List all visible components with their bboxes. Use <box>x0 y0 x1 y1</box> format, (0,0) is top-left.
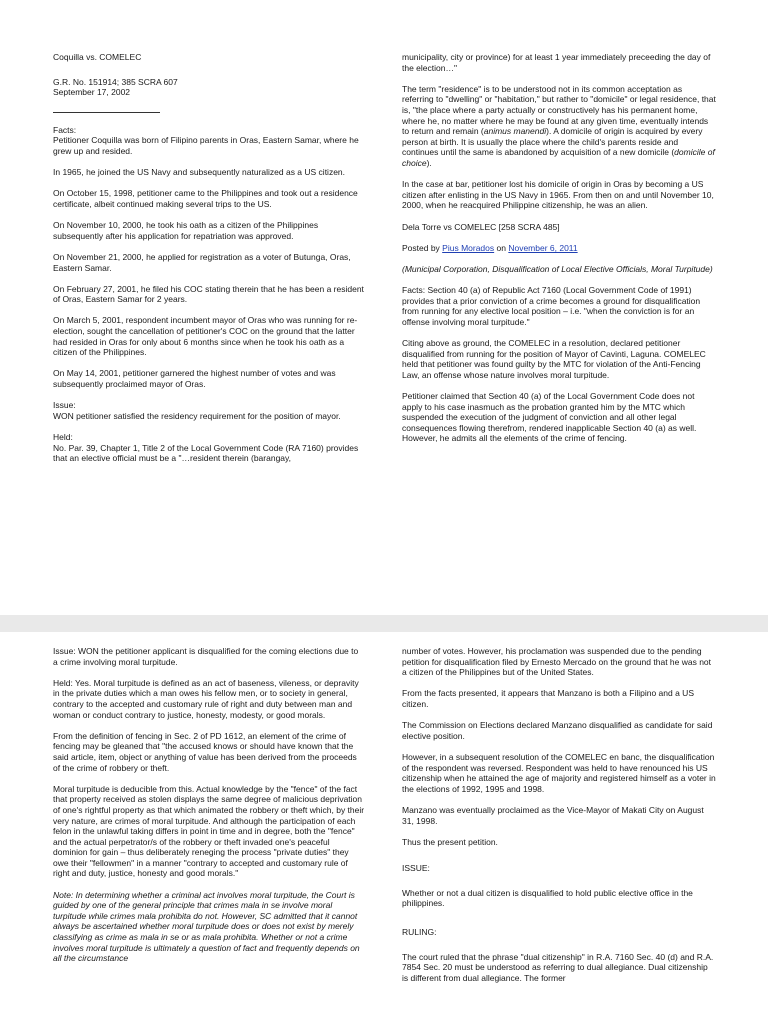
second-case-facts: Facts: Section 40 (a) of Republic Act 7160 (Local Government Code of 1991) provides that a prior conviction of a crime becomes a ground for disqualification from running for any elective local position – i.e. "when the conviction is for an offense involving moral turpitude." <box>402 285 701 327</box>
page1-right-column <box>402 52 716 455</box>
vice-mayor-proclamation-paragraph: Manzano was eventually proclaimed as the Vice-Mayor of Makati City on August 31, 1998. <box>402 804 704 826</box>
comelec-resolution-paragraph: Citing above as ground, the COMELEC in a resolution, declared petitioner disqualified from running for the position of Mayor of Cavinti, Laguna. COMELEC held that petitioner was found guilty by the MTC for violation of the Anti-Fencing Law, an offense whose nature involves moral turpitude. <box>402 338 706 380</box>
issue-label: Issue: <box>53 400 76 411</box>
page2-right-column <box>402 646 716 994</box>
animus-manendi-term: animus manendi <box>483 126 547 137</box>
facts-paragraph: Petitioner Coquilla was born of Filipino parents in Oras, Eastern Samar, where he grew up and resided. <box>53 135 359 156</box>
facts-paragraph-oath: On November 10, 2000, he took his oath as a citizen of the Philippines subsequently after his application for repatriation was approved. <box>53 220 319 241</box>
moral-turpitude-paragraph: Moral turpitude is deducible from this. Actual knowledge by the "fence" of the fact that property received as stolen displays the same degree of malicious deprivation of one's rightful property as that which animated the robbery or theft which, by their very nature, are crimes of moral turpitude. And although the participation of each felon in the unlawful taking differs in point in time and in degree, both the "fence" and the actual perpetrator/s of the robbery or theft invaded one's peaceful dominion for gain – thus deliberately reneging the process "private duties" they owe their "fellowmen" in a manner "contrary to accepted and customary rule of right and duty, justice, honesty and good morals." <box>53 783 365 879</box>
case-at-bar-paragraph: In the case at bar, petitioner lost his domicile of origin in Oras by becoming a US citizen after enlisting in the US Navy in 1965. From then on and until November 10, 2000, when he reacquired Philippine citizenship, he was an alien. <box>402 179 714 211</box>
facts-paragraph-cancellation: On March 5, 2001, respondent incumbent mayor of Oras who was running for re-election, sought the cancellation of petitioner's COC on the ground that the latter had resided in Oras for only about 6 months since when he took his oath as a citizen of the Philippines. <box>53 315 358 358</box>
issue-heading: ISSUE: <box>402 863 430 874</box>
dual-citizen-facts-paragraph: From the facts presented, it appears that Manzano is both a Filipino and a US citizen. <box>402 688 694 709</box>
issue-question: Whether or not a dual citizen is disqualified to hold public elective office in the philippines. <box>402 887 693 909</box>
domicile-of-choice-term: domicile of choice <box>402 147 715 168</box>
case-header <box>53 52 365 98</box>
facts-paragraph-proclamation: On May 14, 2001, petitioner garnered the highest number of votes and was subsequently proclaimed mayor of Oras. <box>53 368 336 390</box>
ruling-heading: RULING: <box>402 927 437 938</box>
issue-text: WON petitioner satisfied the residency requirement for the position of mayor. <box>53 410 341 421</box>
page1-left-column <box>53 52 365 474</box>
proclamation-suspended-paragraph: number of votes. However, his proclamation was suspended due to the pending petition for disqualification filed by Ernesto Mercado on the ground that he was not a citizen of the Philippines but of the United States. <box>402 646 712 678</box>
case-title: Coquilla vs. COMELEC <box>53 52 142 62</box>
ruling-text: The court ruled that the phrase "dual citizenship" in R.A. 7160 Sec. 40 (d) and R.A. 7854 Sec. 20 must be understood as referring to dual allegiance. Dual citizenship is different from dual allegiance. The former <box>402 951 714 983</box>
held-paragraph: Held: Yes. Moral turpitude is defined as an act of baseness, vileness, or depravity in the private duties which a man owes his fellow men, or to society in general, contrary to the accepted and customary rule of right and duty between man and woman or conduct contrary to justice, honesty, modesty, or good morals. <box>53 677 359 720</box>
page-separator <box>0 615 768 632</box>
post-date-link[interactable]: November 6, 2011 <box>508 242 578 253</box>
petitioner-claim-paragraph: Petitioner claimed that Section 40 (a) of the Local Government Code does not apply to his case inasmuch as the probation granted him by the MTC which suspended the execution of the judgment of conviction and all other legal consequences flowing therefrom, rendered inapplicable Section 40 (a) as well. However, he admits all the elements of the crime of fencing. <box>402 391 697 444</box>
residence-paragraph <box>402 84 716 169</box>
en-banc-resolution-paragraph: However, in a subsequent resolution of the COMELEC en banc, the disqualification of the respondent was reversed. Respondent was held to have renounced his US citizenship when he attained the age of majority and registered himself as a voter in the elections of 1992, 1995 and 1998. <box>402 751 716 794</box>
header-divider <box>53 112 160 113</box>
gr-number: G.R. No. 151914; 385 SCRA 607 <box>53 76 178 87</box>
facts-label: Facts: <box>53 124 77 135</box>
second-case-title: Dela Torre vs COMELEC [258 SCRA 485] <box>402 221 560 232</box>
page2-left-column <box>53 646 365 974</box>
decision-date: September 17, 2002 <box>53 87 131 98</box>
facts-paragraph-1965: In 1965, he joined the US Navy and subsequently naturalized as a US citizen. <box>53 167 346 178</box>
residence-text-1: The term "residence" is to be understood not in its common acceptation as referring to "dwelling" or "habitation," but rather to "domicile" or legal residence, that is, "the place where a party actually or constructively has his permanent home, where he, no matter where he may be found at any given time, eventually intends to return and remain ( <box>402 83 716 137</box>
facts-paragraph-1998: On October 15, 1998, petitioner came to the Philippines and took out a residence certificate, albeit continued making several trips to the US. <box>53 188 358 209</box>
posted-by-line <box>402 243 716 254</box>
facts-paragraph-registration: On November 21, 2000, he applied for registration as a voter of Butunga, Oras, Eastern Samar. <box>53 251 351 273</box>
posted-on-word: on <box>494 242 509 253</box>
held-text: No. Par. 39, Chapter 1, Title 2 of the Local Government Code (RA 7160) provides that an elective official must be a "…resident therein (barangay, <box>53 442 359 464</box>
facts-paragraph-coc: On February 27, 2001, he filed his COC stating therein that he has been a resident of Oras, Eastern Samar for 2 years. <box>53 283 364 305</box>
fencing-definition-paragraph: From the definition of fencing in Sec. 2 of PD 1612, an element of the crime of fencing may be gleaned that "the accused knows or should have known that the said article, item, object or anything of value has been derived from the proceeds of the crime of robbery or theft. <box>53 730 357 773</box>
topic-tags: (Municipal Corporation, Disqualification of Local Elective Officials, Moral Turpitude) <box>402 263 713 274</box>
document-page-2 <box>0 632 768 1024</box>
comelec-disqualified-paragraph: The Commission on Elections declared Manzano disqualified as candidate for said elective position. <box>402 720 713 741</box>
issue-paragraph: Issue: WON the petitioner applicant is disqualified for the coming elections due to a crime involving moral turpitude. <box>53 646 359 667</box>
held-label: Held: <box>53 432 73 442</box>
author-link[interactable]: Pius Morados <box>442 242 495 253</box>
present-petition-paragraph: Thus the present petition. <box>402 836 498 847</box>
residence-text-3: ). <box>426 157 432 168</box>
posted-by-prefix: Posted by <box>402 242 443 253</box>
note-paragraph: Note: In determining whether a criminal act involves moral turpitude, the Court is guided by one of the general principle that crimes mala in se involve moral turpitude while crimes mala prohibita do not. However, SC admitted that it cannot always be ascertained whether moral turpitude does or does not exist by merely classifying as crime as mala in se or as mala prohibita. Whether or not a crime involves moral turpitude is ultimately a question of fact and frequently depends on all the circumstance <box>53 889 360 964</box>
held-continuation: municipality, city or province) for at least 1 year immediately preceeding the day of the election…" <box>402 52 711 73</box>
residence-text-2: ). A domicile of origin is acquired by every person at birth. It is usually the place where the child's parents reside and continues until the same is abandoned by acquisition of a new domicile ( <box>402 126 703 158</box>
